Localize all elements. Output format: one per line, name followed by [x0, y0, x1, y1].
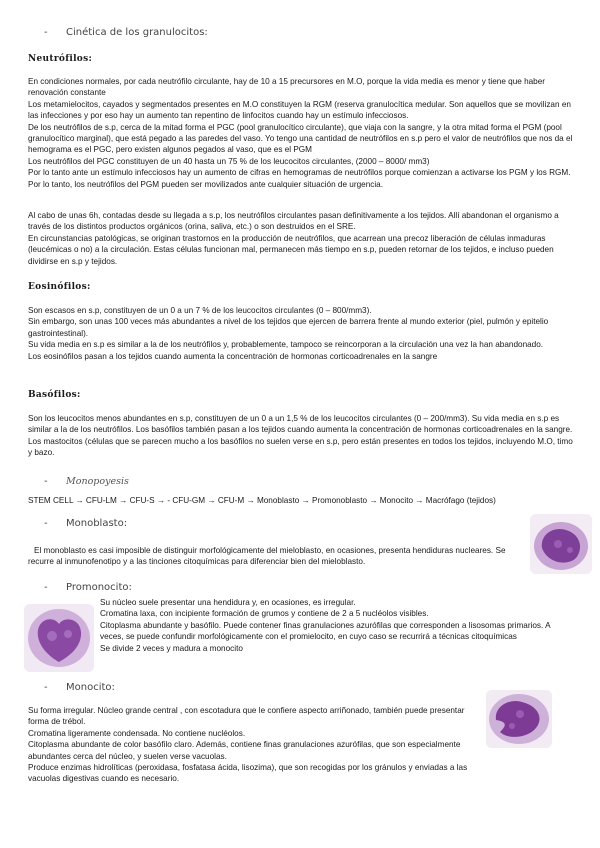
basofilos-colon: : — [77, 390, 81, 400]
neutrofilos-colon: : — [88, 54, 93, 64]
bullet-dash: - — [44, 27, 48, 38]
paragraph: En circunstancias patológicas, se originan trastornos en la producción de neutrófilos, que acarrean una precoz liberación de células inmaduras (leucémicas o no) a la circulación. Estas células funcionan mal, permanecen más tiempo en s.p, pueden retornar de los tejidos, e incluso pueden dividirse en s.p y tejidos. — [28, 233, 554, 266]
paragraph: Su vida media en s.p es similar a la de los neutrófilos y, probablemente, tampoco se reincorporan a la circulación una vez la han abandonado. — [28, 340, 544, 350]
paragraph: Los eosinófilos pasan a los tejidos cuando aumenta la concentración de hormonas corticoadrenales en la sangre — [28, 351, 438, 361]
basofilos-heading — [28, 390, 81, 400]
neutrofilos-heading-text: Neutrófilos — [28, 54, 89, 64]
paragraph: Cromatina ligeramente condensada. No contiene nucléolos. — [28, 728, 246, 738]
paragraph: Sin embargo, son unas 100 veces más abundantes a nivel de los tejidos que ejercen de barrera frente al mundo exterior (piel, pulmón y epitelio gastrointestinal). — [28, 317, 549, 338]
monopoyesis-heading: Monopoyesis — [66, 476, 129, 487]
neutrofilos-heading — [28, 54, 92, 64]
bullet-dash: - — [44, 682, 48, 693]
eosinofilos-body — [28, 305, 578, 362]
bullet-dash: - — [44, 582, 48, 593]
paragraph: Citoplasma abundante de color basófilo claro. Además, contiene finas granulaciones azurófilas, que son especialmente abundantes cerca del núcleo, y suelen verse vacuolas. — [28, 740, 461, 761]
bullet-dash: - — [44, 476, 48, 487]
paragraph: En condiciones normales, por cada neutrófilo circulante, hay de 10 a 15 precursores en M.O, porque la vida media es menor y tiene que haber renovación constante — [28, 77, 546, 98]
bullet-dash: - — [44, 518, 48, 529]
paragraph: Los neutrófilos del PGC constituyen de un 40 hasta un 75 % de los leucocitos circulantes, (2000 – 8000/ mm3) — [28, 156, 430, 166]
paragraph: Por lo tanto ante un estímulo infecciosos hay un aumento de cifras en hemogramas de neutrófilos porque comienzan a activarse los PGM y los RGM. Por lo tanto, los neutrófilos del PGM pueden ser movilizados ante cualquier situación de urgencia. — [28, 168, 571, 189]
eosinofilos-heading-text: Eosinófilos — [28, 282, 87, 292]
paragraph: Cromatina laxa, con incipiente formación de grumos y contiene de 2 a 5 nucléolos visibles. — [100, 609, 429, 619]
eosinofilos-heading — [28, 282, 91, 292]
paragraph: De los neutrófilos de s.p, cerca de la mitad forma el PGC (pool granulocítico circulante), que viaja con la sangre, y la otra mitad forma el PGM (pool granulocítico marginal), que está pegado a las paredes del vaso. Yo tengo una cantidad de neutrófilos en s.p pero el valor de neutrófilos que nos da el hemograma es el PGC, pero existen algunos pegados al vaso, que es el PGM — [28, 122, 573, 155]
paragraph: Se divide 2 veces y madura a monocito — [100, 643, 243, 653]
promonocyte-cell-micrograph — [24, 604, 94, 672]
promonocyte-cell-svg — [24, 604, 94, 672]
promonocito-heading-row — [44, 582, 132, 593]
paragraph: Citoplasma abundante y basófilo. Puede contener finas granulaciones azurófilas que corresponden a lisosomas primarios. A veces, se puede confundir morfológicamente con el promielocito, en cuyo caso se recurrirá a técnicas citoquímicas — [100, 620, 551, 642]
paragraph: Los metamielocitos, cayados y segmentados presentes en M.O constituyen la RGM (reserva granulocítica medular. Son aquellos que se movilizan en las infecciones y por eso hay un aumento tan repentino de linfocitos cuando hay un estímulo infecciosos. — [28, 99, 571, 121]
monocyte-cell-micrograph — [486, 690, 552, 748]
paragraph: Son los leucocitos menos abundantes en s.p, constituyen de un 0 a un 1,5 % de los leucocitos circulantes (0 – 200/mm3). Su vida media en s.p es similar a la de los neutrófilos. Los basófilos también pasan a los tejidos cuando aumenta la concentración de hormonas corticoadrenales en la sangre. Los mastocitos (células que se parecen mucho a los basófilos no suelen verse en s.p, pero están presentes en todos los tejidos, incluyendo M.O, timo y bazo. — [28, 414, 573, 458]
neutrofilos-body-2 — [28, 210, 578, 267]
monoblasto-body — [28, 545, 506, 568]
section-title: Cinética de los granulocitos: — [66, 27, 208, 38]
paragraph: Al cabo de unas 6h, contadas desde su llegada a s.p, los neutrófilos circulantes pasan definitivamente a los tejidos. Allí abandonan el organismo a través de los distintos productos orgánicos (orina, saliva, etc.) o son destruidos en el SRE. — [28, 211, 559, 232]
monoblast-cell-svg — [530, 514, 592, 574]
monocito-heading-row — [44, 682, 115, 693]
monocito-heading: Monocito: — [66, 682, 115, 693]
promonocito-body — [100, 597, 570, 654]
monoblast-cell-micrograph — [530, 514, 592, 574]
monocyte-cell-svg — [486, 690, 552, 748]
basofilos-heading-text: Basófilos — [28, 390, 77, 400]
paragraph: Su forma irregular. Núcleo grande central , con escotadura que le confiere aspecto arriñonado, también puede presentar forma de trébol. — [28, 706, 465, 727]
section-title-row — [44, 27, 208, 38]
basofilos-body — [28, 413, 578, 459]
paragraph: Produce enzimas hidrolíticas (peroxidasa, fosfatasa ácida, lisozima), que son recogidas por los gránulos y enviadas a las vacuolas digestivas cuando es necesario. — [28, 763, 468, 784]
promonocito-heading: Promonocito: — [66, 582, 132, 593]
neutrofilos-body — [28, 76, 578, 190]
eosinofilos-colon: : — [86, 282, 91, 292]
monopoyesis-sequence: STEM CELL → CFU-LM → CFU-S → - CFU-GM → CFU-M → Monoblasto → Promonoblasto → Monocito → Macrófago (tejidos) — [28, 496, 496, 505]
monopoyesis-heading-row — [44, 476, 129, 487]
monoblasto-heading-row — [44, 518, 127, 529]
paragraph: Su núcleo suele presentar una hendidura y, en ocasiones, es irregular. — [100, 598, 356, 607]
paragraph: Son escasos en s.p, constituyen de un 0 a un 7 % de los leucocitos circulantes (0 – 800/mm3). — [28, 306, 372, 315]
paragraph: El monoblasto es casi imposible de distinguir morfológicamente del mieloblasto, en ocasiones, presenta hendiduras nucleares. Se recurre al inmunofenotipo y a las tinciones citoquímicas para diferenciar bien del mieloblasto. — [28, 546, 506, 567]
monoblasto-heading: Monoblasto: — [66, 518, 128, 529]
monocito-body — [28, 705, 482, 785]
